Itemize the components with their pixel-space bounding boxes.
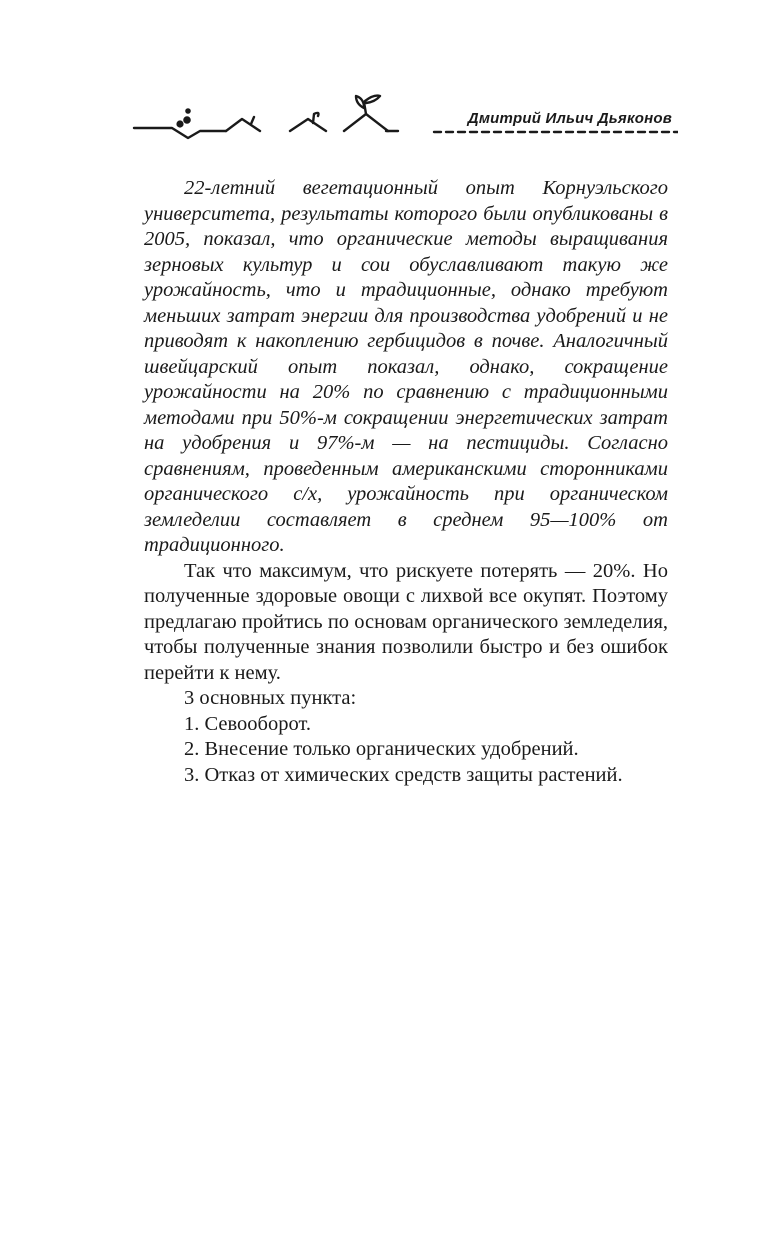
body-paragraph: Так что максимум, что рискуете потерять — 20%. Но полученные здоровые овощи с лихвой все окупят. Поэтому предлагаю пройтись по основам органического земледелия, чтобы полученные знания позволили быстро и без ошибок перейти к нему.	[144, 559, 668, 684]
quote-paragraph: 22-летний вегетационный опыт Корнуэльского университета, результаты которого были опубликованы в 2005, показал, что органические методы выращивания зерновых культур и сои обуславливают такую же урожайность, что и традиционные, однако требуют меньших затрат энергии для производства удобрений и не приводят к накоплению гербицидов в почве. Аналогичный швейцарский опыт показал, однако, сокращение урожайности на 20% по сравнению с традиционными методами при 50%-м сокращении энергетических затрат на удобрения и 97%-м — на пестициды. Согласно сравнениям, проведенным американскими сторонниками органического с/х, урожайность при органическом земледелии составляет в среднем 95—100% от традиционного.	[144, 177, 668, 556]
list-item: 1. Севооборот.	[184, 712, 312, 735]
list-intro: 3 основных пункта:	[184, 687, 357, 709]
list-item: 2. Внесение только органических удобрений.	[184, 738, 579, 760]
author-name: Дмитрий Ильич Дьяконов	[467, 110, 672, 127]
page-body	[144, 176, 668, 788]
principles-list	[144, 712, 668, 789]
running-header	[130, 88, 678, 148]
list-item: 3. Отказ от химических средств защиты растений.	[184, 763, 623, 786]
